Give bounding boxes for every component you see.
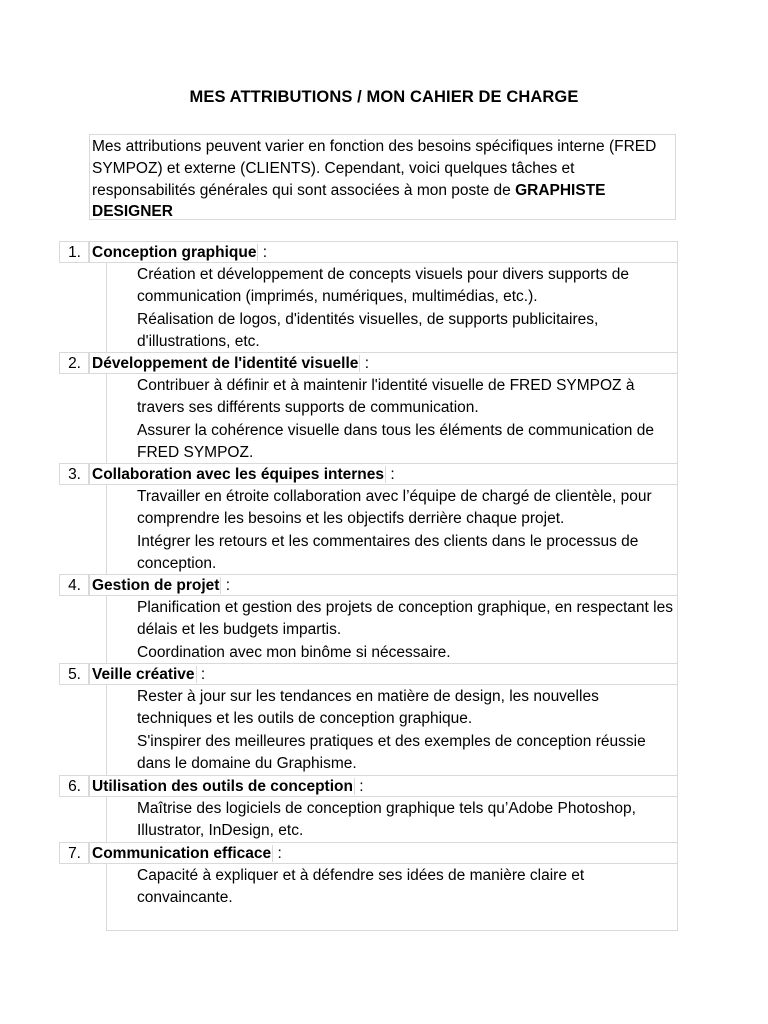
item-number: 6. — [59, 775, 89, 797]
item-heading-label: Communication efficace — [92, 845, 272, 862]
item-heading — [89, 241, 678, 263]
item-line: Capacité à expliquer et à défendre ses idées de manière claire et convaincante. — [137, 867, 585, 907]
item-heading-label: Collaboration avec les équipes internes — [92, 466, 385, 483]
item-heading-suffix: : — [360, 355, 370, 372]
item-number: 5. — [59, 663, 89, 685]
intro-job-title: GRAPHISTE DESIGNER — [92, 181, 606, 221]
item-heading-label: Conception graphique — [92, 244, 257, 261]
item-heading-suffix: : — [273, 845, 282, 862]
item-heading — [89, 842, 678, 864]
item-heading-label: Veille créative — [92, 666, 195, 683]
item-line: Coordination avec mon binôme si nécessaire. — [137, 643, 451, 661]
item-description — [137, 798, 677, 843]
item-heading-suffix: : — [386, 466, 395, 483]
item-heading — [89, 775, 678, 797]
item-heading-suffix: : — [354, 778, 364, 795]
item-line: Réalisation de logos, d'identités visuelles, de supports publicitaires, d'illustrations, etc. — [137, 310, 599, 350]
intro-text: Mes attributions peuvent varier en fonction des besoins spécifiques interne (FRED SYMPOZ) et externe (CLIENTS). Cependant, voici quelques tâches et responsabilités générales qui sont associées à mon poste de — [92, 138, 657, 199]
item-description — [137, 264, 677, 353]
item-heading-label: Gestion de projet — [92, 577, 220, 594]
item-number: 3. — [59, 463, 89, 485]
item-line: Travailler en étroite collaboration avec l’équipe de chargé de clientèle, pour comprendre les besoins et les objectifs derrière chaque projet. — [137, 488, 652, 528]
item-description — [137, 375, 677, 464]
item-number: 7. — [59, 842, 89, 864]
item-number: 2. — [59, 352, 89, 374]
item-line: Maîtrise des logiciels de conception graphique tels qu’Adobe Photoshop, Illustrator, InDesign, etc. — [137, 800, 636, 840]
item-description — [137, 486, 677, 575]
item-heading-label: Développement de l'identité visuelle — [92, 355, 359, 372]
item-heading — [89, 574, 678, 596]
item-line: Assurer la cohérence visuelle dans tous les éléments de communication de FRED SYMPOZ. — [137, 421, 654, 461]
item-line: Création et développement de concepts visuels pour divers supports de communication (imprimés, numériques, multimédias, etc.). — [137, 266, 629, 306]
item-line: Planification et gestion des projets de conception graphique, en respectant les délais et les budgets impartis. — [137, 599, 673, 639]
item-heading-label: Utilisation des outils de conception — [92, 778, 353, 795]
document-title: MES ATTRIBUTIONS / MON CAHIER DE CHARGE — [189, 88, 579, 106]
item-heading — [89, 663, 678, 685]
item-number: 4. — [59, 574, 89, 596]
item-line: S'inspirer des meilleures pratiques et des exemples de conception réussie dans le domaine du Graphisme. — [137, 732, 646, 772]
item-heading-suffix: : — [196, 666, 206, 683]
item-description — [137, 865, 677, 910]
intro-paragraph — [89, 134, 676, 220]
item-description — [137, 597, 677, 664]
item-heading — [89, 463, 678, 485]
item-number: 1. — [59, 241, 89, 263]
item-heading — [89, 352, 678, 374]
item-line: Rester à jour sur les tendances en matière de design, les nouvelles techniques et les outils de conception graphique. — [137, 688, 599, 728]
item-line: Intégrer les retours et les commentaires des clients dans le processus de conception. — [137, 532, 639, 572]
item-heading-suffix: : — [221, 577, 231, 594]
item-heading-suffix: : — [258, 244, 268, 261]
item-line: Contribuer à définir et à maintenir l'identité visuelle de FRED SYMPOZ à travers ses différents supports de communication. — [137, 377, 635, 417]
item-description — [137, 686, 677, 775]
